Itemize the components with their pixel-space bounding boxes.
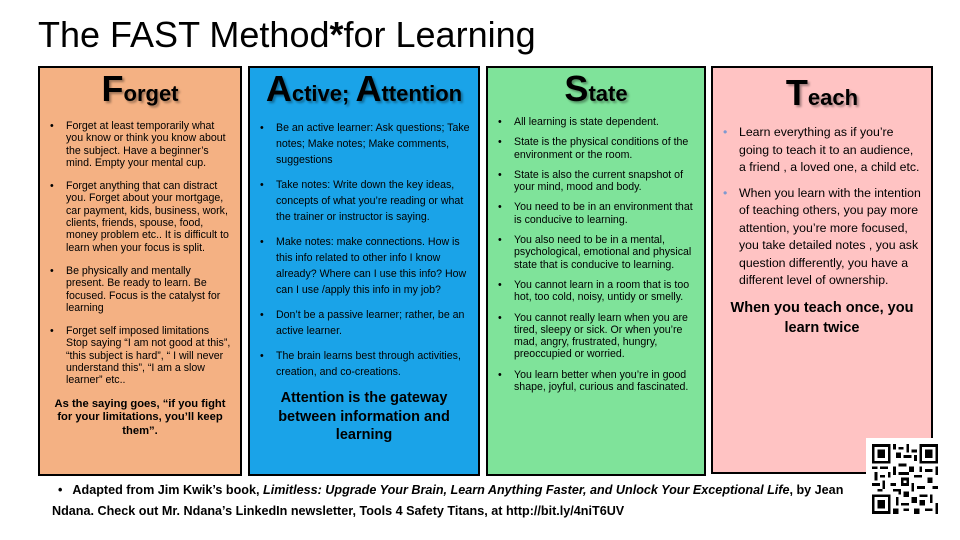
list-item: • Be an active learner: Ask questions; Take notes; Make notes; Make comments, suggestions [254, 120, 470, 168]
qr-code-graphic [872, 444, 938, 514]
list-item: • Take notes: Write down the key ideas, concepts of what you’re reading or what the trainer or instructor is saying. [254, 177, 470, 225]
footer-book-title: Limitless: Upgrade Your Brain, Learn Anything Faster, and Unlock Your Exceptional Life [263, 483, 790, 497]
active-attention-closing: Attention is the gateway between information and learning [278, 390, 450, 443]
title-main: The FAST Method [38, 14, 330, 55]
list-item: • You cannot learn in a room that is too hot, too cold, noisy, untidy or smelly. [492, 279, 696, 304]
list-item: • State is also the current snapshot of your mind, mood and body. [492, 169, 696, 194]
list-item: • When you learn with the intention of teaching others, you pay more attention, you’re more focused, you take detailed notes , you ask question differently, you have a different level of ownership. [717, 185, 923, 290]
state-bullet-list [488, 116, 704, 393]
list-item: • State is the physical conditions of the environment or the room. [492, 136, 696, 161]
footer-citation: • Adapted from Jim Kwik’s book, Limitless: Upgrade Your Brain, Learn Anything Faster, and Unlock Your Exceptional Life, by Jean Ndana. Check out Mr. Ndana’s LinkedIn newsletter, Tools 4 Safety Titans, at http://bit.ly/4niT6UV [52, 483, 844, 518]
forget-heading: Forget [101, 68, 179, 109]
list-item: • Forget self imposed limitations Stop saying “I am not good at this”, “this subject is hard”, “ I will never understand this”, “I am a slow learner” etc.. [44, 325, 232, 386]
list-item: • Forget at least temporarily what you know or think you know about the subject. Have a beginner’s mind. Empty your mental cup. [44, 120, 232, 169]
active-attention-card [248, 66, 480, 476]
teach-heading: Teach [785, 72, 859, 113]
teach-bullet-list [713, 124, 931, 290]
title-star: * [329, 14, 344, 55]
page-title [38, 14, 536, 56]
title-rest: for Learning [343, 14, 536, 55]
teach-card [711, 66, 933, 474]
qr-code-icon[interactable] [866, 438, 944, 520]
list-item: • All learning is state dependent. [492, 116, 696, 128]
list-item: • You cannot really learn when you are tired, sleepy or sick. Or when you’re mad, angry, frustrated, hungry, preoccupied or worried. [492, 312, 696, 361]
footer-suffix: , by Jean Ndana. Check out Mr. Ndana’s LinkedIn newsletter, Tools 4 Safety Titans, at http://bit.ly/4niT6UV [52, 483, 844, 518]
list-item: • Learn everything as if you’re going to teach it to an audience, a friend , a loved one, a child etc. [717, 124, 923, 177]
forget-bullet-list [40, 120, 240, 387]
list-item: • You also need to be in a mental, psychological, emotional and physical state that is conducive to learning. [492, 234, 696, 271]
active-attention-bullet-list [250, 120, 478, 380]
list-item: • You need to be in an environment that is conducive to learning. [492, 201, 696, 226]
footer-prefix: Adapted from Jim Kwik’s book, [72, 483, 263, 497]
list-item: • The brain learns best through activities, creation, and co-creations. [254, 348, 470, 380]
forget-closing: As the saying goes, “if you fight for your limitations, you’ll keep them”. [54, 397, 226, 437]
list-item: • Forget anything that can distract you. Forget about your mortgage, car payment, kids, business, work, clients, friends, spouse, food, money problem etc.. It is difficult to learn when your focus is split. [44, 180, 232, 254]
active-attention-heading: Active; Attention [265, 68, 463, 109]
list-item: • You learn better when you’re in good shape, joyful, curious and fascinated. [492, 369, 696, 394]
list-item: • Make notes: make connections. How is this info related to other info I know already? Where can I use this info? How can I use /apply this info in my job? [254, 234, 470, 298]
list-item: • Be physically and mentally present. Be ready to learn. Be focused. Focus is the catalyst for learning [44, 265, 232, 314]
state-heading: State [564, 68, 628, 109]
state-card [486, 66, 706, 476]
teach-closing: When you teach once, you learn twice [730, 299, 914, 336]
forget-card [38, 66, 242, 476]
list-item: • Don’t be a passive learner; rather, be an active learner. [254, 307, 470, 339]
